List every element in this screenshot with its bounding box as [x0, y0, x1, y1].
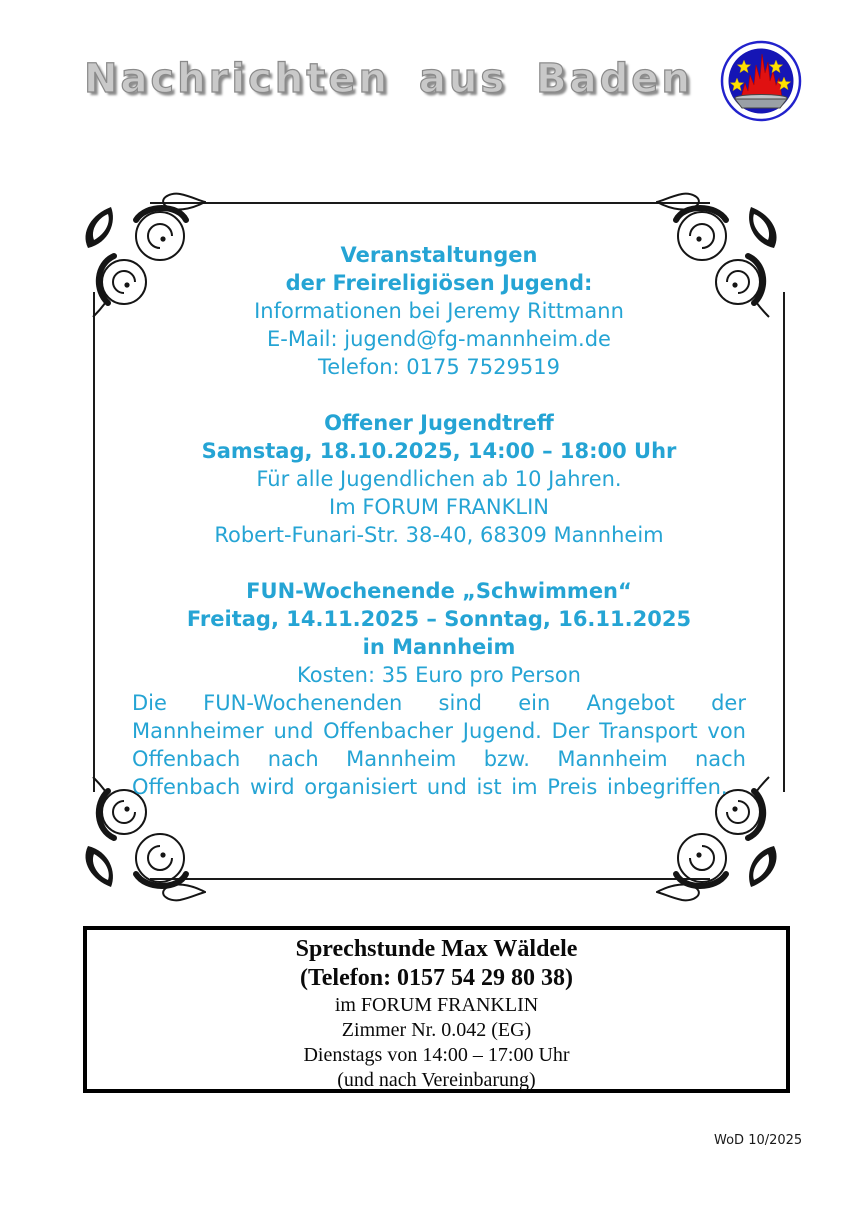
- events-email-line: E-Mail: jugend@fg-mannheim.de: [267, 327, 611, 351]
- events-info-line: Informationen bei Jeremy Rittmann: [254, 299, 624, 323]
- fun-weekend-paragraph: Die FUN-Wochenenden sind ein Angebot der Mannheimer und Offenbacher Jugend. Der Transport von Offenbach nach Mannheim bzw. Mannheim nach Offenbach wird organisiert und ist im Preis inbegriffen.: [132, 691, 746, 799]
- fun-weekend-cost-line: Kosten: 35 Euro pro Person: [297, 663, 581, 687]
- fun-weekend-place-line: in Mannheim: [362, 635, 516, 659]
- contact-note-line: (und nach Vereinbarung): [337, 1069, 536, 1091]
- jugendtreff-date-line: Samstag, 18.10.2025, 14:00 – 18:00 Uhr: [201, 439, 677, 463]
- bowl-icon: [735, 99, 787, 108]
- footer-edition-label: WoD 10/2025: [714, 1133, 803, 1148]
- contact-box: [83, 926, 790, 1093]
- jugendtreff-address-line: Robert-Funari-Str. 38-40, 68309 Mannheim: [214, 523, 664, 547]
- jugendtreff-venue-line: Im FORUM FRANKLIN: [329, 495, 549, 519]
- contact-venue-line: im FORUM FRANKLIN: [334, 994, 539, 1016]
- fun-weekend-title-line: FUN-Wochenende „Schwimmen“: [246, 579, 632, 603]
- contact-name-line: Sprechstunde Max Wäldele: [295, 936, 578, 962]
- events-heading-line: Veranstaltungen: [340, 243, 538, 267]
- events-heading-line: der Freireligiösen Jugend:: [285, 271, 593, 295]
- flame-emblem-logo-icon: [720, 40, 802, 122]
- contact-phone-line: (Telefon: 0157 54 29 80 38): [299, 965, 574, 991]
- contact-hours-line: Dienstags von 14:00 – 17:00 Uhr: [303, 1044, 570, 1066]
- jugendtreff-title-line: Offener Jugendtreff: [324, 411, 554, 435]
- page-title: Nachrichten aus Baden: [84, 56, 693, 102]
- fun-weekend-date-line: Freitag, 14.11.2025 – Sonntag, 16.11.2025: [186, 607, 692, 631]
- events-content: [94, 203, 784, 880]
- contact-room-line: Zimmer Nr. 0.042 (EG): [341, 1019, 532, 1041]
- events-phone-line: Telefon: 0175 7529519: [318, 355, 560, 379]
- jugendtreff-info-line: Für alle Jugendlichen ab 10 Jahren.: [256, 467, 622, 491]
